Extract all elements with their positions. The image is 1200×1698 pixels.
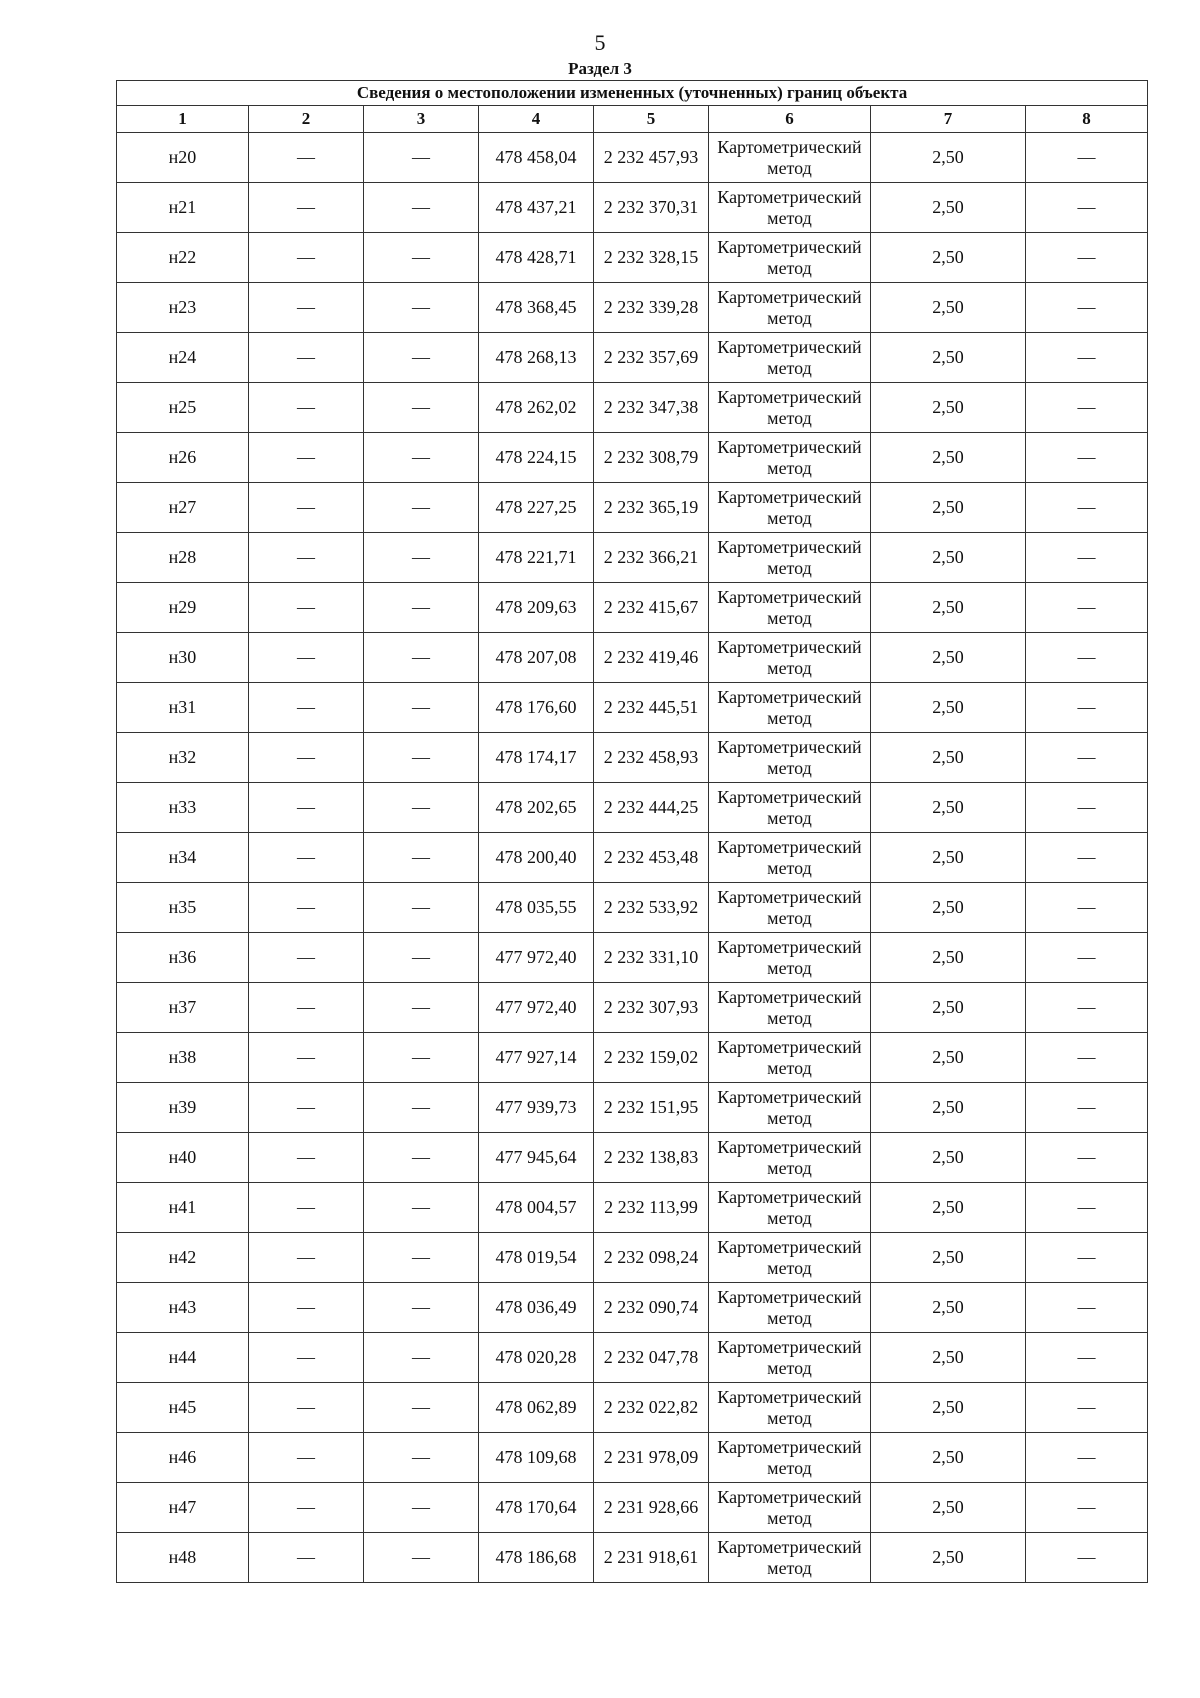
- col8-cell: —: [1026, 1533, 1148, 1583]
- table-caption: Сведения о местоположении измененных (уточненных) границ объекта: [117, 81, 1148, 106]
- y-coordinate-cell: 2 232 444,25: [594, 783, 709, 833]
- x-coordinate-cell: 478 262,02: [479, 383, 594, 433]
- x-coordinate-cell: 478 020,28: [479, 1333, 594, 1383]
- col3-cell: —: [364, 1033, 479, 1083]
- column-header: 5: [594, 106, 709, 133]
- method-cell: Картометрический метод: [709, 1483, 871, 1533]
- point-id-cell: н47: [117, 1483, 249, 1533]
- method-cell: Картометрический метод: [709, 583, 871, 633]
- col8-cell: —: [1026, 233, 1148, 283]
- y-coordinate-cell: 2 232 331,10: [594, 933, 709, 983]
- col3-cell: —: [364, 833, 479, 883]
- table-row: [117, 1483, 1148, 1533]
- point-id-cell: н43: [117, 1283, 249, 1333]
- method-cell: Картометрический метод: [709, 533, 871, 583]
- x-coordinate-cell: 478 109,68: [479, 1433, 594, 1483]
- accuracy-cell: 2,50: [871, 333, 1026, 383]
- point-id-cell: н36: [117, 933, 249, 983]
- accuracy-cell: 2,50: [871, 533, 1026, 583]
- point-id-cell: н20: [117, 133, 249, 183]
- x-coordinate-cell: 478 428,71: [479, 233, 594, 283]
- y-coordinate-cell: 2 232 090,74: [594, 1283, 709, 1333]
- section-title: Раздел 3: [568, 59, 632, 78]
- accuracy-cell: 2,50: [871, 383, 1026, 433]
- table-row: [117, 433, 1148, 483]
- x-coordinate-cell: 478 035,55: [479, 883, 594, 933]
- col2-cell: —: [249, 233, 364, 283]
- y-coordinate-cell: 2 232 308,79: [594, 433, 709, 483]
- accuracy-cell: 2,50: [871, 883, 1026, 933]
- col8-cell: —: [1026, 1483, 1148, 1533]
- col3-cell: —: [364, 483, 479, 533]
- col3-cell: —: [364, 1133, 479, 1183]
- method-cell: Картометрический метод: [709, 133, 871, 183]
- x-coordinate-cell: 477 927,14: [479, 1033, 594, 1083]
- col2-cell: —: [249, 483, 364, 533]
- method-cell: Картометрический метод: [709, 1533, 871, 1583]
- table-row: [117, 1183, 1148, 1233]
- accuracy-cell: 2,50: [871, 733, 1026, 783]
- col2-cell: —: [249, 833, 364, 883]
- col2-cell: —: [249, 733, 364, 783]
- col3-cell: —: [364, 383, 479, 433]
- accuracy-cell: 2,50: [871, 783, 1026, 833]
- y-coordinate-cell: 2 232 419,46: [594, 633, 709, 683]
- y-coordinate-cell: 2 232 453,48: [594, 833, 709, 883]
- col8-cell: —: [1026, 383, 1148, 433]
- accuracy-cell: 2,50: [871, 183, 1026, 233]
- col8-cell: —: [1026, 833, 1148, 883]
- col2-cell: —: [249, 333, 364, 383]
- method-cell: Картометрический метод: [709, 983, 871, 1033]
- accuracy-cell: 2,50: [871, 1533, 1026, 1583]
- table-row: [117, 1133, 1148, 1183]
- method-cell: Картометрический метод: [709, 933, 871, 983]
- table-row: [117, 1383, 1148, 1433]
- table-row: [117, 683, 1148, 733]
- method-cell: Картометрический метод: [709, 483, 871, 533]
- point-id-cell: н37: [117, 983, 249, 1033]
- col3-cell: —: [364, 1483, 479, 1533]
- method-cell: Картометрический метод: [709, 783, 871, 833]
- col3-cell: —: [364, 1533, 479, 1583]
- col2-cell: —: [249, 983, 364, 1033]
- method-cell: Картометрический метод: [709, 1133, 871, 1183]
- accuracy-cell: 2,50: [871, 1133, 1026, 1183]
- column-header: 8: [1026, 106, 1148, 133]
- x-coordinate-cell: 478 200,40: [479, 833, 594, 883]
- page-number: 5: [594, 30, 606, 55]
- col8-cell: —: [1026, 1233, 1148, 1283]
- accuracy-cell: 2,50: [871, 283, 1026, 333]
- y-coordinate-cell: 2 232 138,83: [594, 1133, 709, 1183]
- x-coordinate-cell: 478 170,64: [479, 1483, 594, 1533]
- col2-cell: —: [249, 1133, 364, 1183]
- col2-cell: —: [249, 933, 364, 983]
- col8-cell: —: [1026, 583, 1148, 633]
- x-coordinate-cell: 477 939,73: [479, 1083, 594, 1133]
- col2-cell: —: [249, 1033, 364, 1083]
- y-coordinate-cell: 2 232 415,67: [594, 583, 709, 633]
- point-id-cell: н34: [117, 833, 249, 883]
- accuracy-cell: 2,50: [871, 233, 1026, 283]
- col2-cell: —: [249, 283, 364, 333]
- method-cell: Картометрический метод: [709, 1433, 871, 1483]
- point-id-cell: н40: [117, 1133, 249, 1183]
- col3-cell: —: [364, 933, 479, 983]
- col2-cell: —: [249, 1083, 364, 1133]
- y-coordinate-cell: 2 231 918,61: [594, 1533, 709, 1583]
- y-coordinate-cell: 2 232 047,78: [594, 1333, 709, 1383]
- col8-cell: —: [1026, 733, 1148, 783]
- col8-cell: —: [1026, 183, 1148, 233]
- y-coordinate-cell: 2 231 928,66: [594, 1483, 709, 1533]
- accuracy-cell: 2,50: [871, 133, 1026, 183]
- table-row: [117, 1233, 1148, 1283]
- method-cell: Картометрический метод: [709, 1083, 871, 1133]
- column-header: 7: [871, 106, 1026, 133]
- col8-cell: —: [1026, 933, 1148, 983]
- x-coordinate-cell: 478 062,89: [479, 1383, 594, 1433]
- y-coordinate-cell: 2 232 347,38: [594, 383, 709, 433]
- col3-cell: —: [364, 983, 479, 1033]
- col8-cell: —: [1026, 983, 1148, 1033]
- x-coordinate-cell: 478 004,57: [479, 1183, 594, 1233]
- point-id-cell: н38: [117, 1033, 249, 1083]
- method-cell: Картометрический метод: [709, 683, 871, 733]
- col3-cell: —: [364, 233, 479, 283]
- method-cell: Картометрический метод: [709, 1033, 871, 1083]
- method-cell: Картометрический метод: [709, 383, 871, 433]
- point-id-cell: н32: [117, 733, 249, 783]
- method-cell: Картометрический метод: [709, 433, 871, 483]
- point-id-cell: н48: [117, 1533, 249, 1583]
- y-coordinate-cell: 2 231 978,09: [594, 1433, 709, 1483]
- table-row: [117, 833, 1148, 883]
- y-coordinate-cell: 2 232 339,28: [594, 283, 709, 333]
- accuracy-cell: 2,50: [871, 483, 1026, 533]
- y-coordinate-cell: 2 232 365,19: [594, 483, 709, 533]
- col8-cell: —: [1026, 533, 1148, 583]
- y-coordinate-cell: 2 232 151,95: [594, 1083, 709, 1133]
- column-header: 6: [709, 106, 871, 133]
- col3-cell: —: [364, 1333, 479, 1383]
- table-row: [117, 1433, 1148, 1483]
- point-id-cell: н27: [117, 483, 249, 533]
- y-coordinate-cell: 2 232 366,21: [594, 533, 709, 583]
- table-row: [117, 633, 1148, 683]
- col3-cell: —: [364, 183, 479, 233]
- table-row: [117, 1333, 1148, 1383]
- point-id-cell: н44: [117, 1333, 249, 1383]
- table-row: [117, 783, 1148, 833]
- table-row: [117, 233, 1148, 283]
- method-cell: Картометрический метод: [709, 833, 871, 883]
- table-body: [117, 133, 1148, 1583]
- x-coordinate-cell: 478 227,25: [479, 483, 594, 533]
- point-id-cell: н30: [117, 633, 249, 683]
- col8-cell: —: [1026, 1333, 1148, 1383]
- y-coordinate-cell: 2 232 357,69: [594, 333, 709, 383]
- y-coordinate-cell: 2 232 370,31: [594, 183, 709, 233]
- table-row: [117, 383, 1148, 433]
- col2-cell: —: [249, 683, 364, 733]
- point-id-cell: н31: [117, 683, 249, 733]
- col2-cell: —: [249, 1283, 364, 1333]
- col2-cell: —: [249, 583, 364, 633]
- x-coordinate-cell: 478 268,13: [479, 333, 594, 383]
- point-id-cell: н41: [117, 1183, 249, 1233]
- col2-cell: —: [249, 1383, 364, 1433]
- column-header: 2: [249, 106, 364, 133]
- col3-cell: —: [364, 1433, 479, 1483]
- y-coordinate-cell: 2 232 458,93: [594, 733, 709, 783]
- accuracy-cell: 2,50: [871, 1233, 1026, 1283]
- point-id-cell: н22: [117, 233, 249, 283]
- col2-cell: —: [249, 883, 364, 933]
- column-header: 1: [117, 106, 249, 133]
- col8-cell: —: [1026, 1383, 1148, 1433]
- y-coordinate-cell: 2 232 098,24: [594, 1233, 709, 1283]
- accuracy-cell: 2,50: [871, 1483, 1026, 1533]
- col8-cell: —: [1026, 683, 1148, 733]
- accuracy-cell: 2,50: [871, 683, 1026, 733]
- col8-cell: —: [1026, 483, 1148, 533]
- table-row: [117, 733, 1148, 783]
- col3-cell: —: [364, 133, 479, 183]
- method-cell: Картометрический метод: [709, 633, 871, 683]
- table-row: [117, 983, 1148, 1033]
- col8-cell: —: [1026, 633, 1148, 683]
- col3-cell: —: [364, 633, 479, 683]
- point-id-cell: н23: [117, 283, 249, 333]
- col2-cell: —: [249, 533, 364, 583]
- col2-cell: —: [249, 383, 364, 433]
- point-id-cell: н35: [117, 883, 249, 933]
- y-coordinate-cell: 2 232 533,92: [594, 883, 709, 933]
- point-id-cell: н29: [117, 583, 249, 633]
- col2-cell: —: [249, 1533, 364, 1583]
- col3-cell: —: [364, 1083, 479, 1133]
- col3-cell: —: [364, 533, 479, 583]
- accuracy-cell: 2,50: [871, 933, 1026, 983]
- accuracy-cell: 2,50: [871, 1083, 1026, 1133]
- col2-cell: —: [249, 1433, 364, 1483]
- x-coordinate-cell: 478 207,08: [479, 633, 594, 683]
- x-coordinate-cell: 478 019,54: [479, 1233, 594, 1283]
- method-cell: Картометрический метод: [709, 333, 871, 383]
- point-id-cell: н45: [117, 1383, 249, 1433]
- col8-cell: —: [1026, 1433, 1148, 1483]
- col3-cell: —: [364, 333, 479, 383]
- y-coordinate-cell: 2 232 307,93: [594, 983, 709, 1033]
- method-cell: Картометрический метод: [709, 733, 871, 783]
- point-id-cell: н46: [117, 1433, 249, 1483]
- x-coordinate-cell: 478 437,21: [479, 183, 594, 233]
- table-row: [117, 1033, 1148, 1083]
- point-id-cell: н39: [117, 1083, 249, 1133]
- col2-cell: —: [249, 1233, 364, 1283]
- x-coordinate-cell: 478 186,68: [479, 1533, 594, 1583]
- col3-cell: —: [364, 733, 479, 783]
- method-cell: Картометрический метод: [709, 883, 871, 933]
- method-cell: Картометрический метод: [709, 1233, 871, 1283]
- accuracy-cell: 2,50: [871, 833, 1026, 883]
- col3-cell: —: [364, 783, 479, 833]
- point-id-cell: н33: [117, 783, 249, 833]
- table-row: [117, 533, 1148, 583]
- accuracy-cell: 2,50: [871, 1283, 1026, 1333]
- col2-cell: —: [249, 1483, 364, 1533]
- method-cell: Картометрический метод: [709, 1183, 871, 1233]
- col2-cell: —: [249, 633, 364, 683]
- table-row: [117, 883, 1148, 933]
- col8-cell: —: [1026, 133, 1148, 183]
- col2-cell: —: [249, 133, 364, 183]
- x-coordinate-cell: 478 036,49: [479, 1283, 594, 1333]
- table-row: [117, 583, 1148, 633]
- col3-cell: —: [364, 583, 479, 633]
- y-coordinate-cell: 2 232 457,93: [594, 133, 709, 183]
- x-coordinate-cell: 478 458,04: [479, 133, 594, 183]
- accuracy-cell: 2,50: [871, 1183, 1026, 1233]
- method-cell: Картометрический метод: [709, 1283, 871, 1333]
- table-row: [117, 133, 1148, 183]
- col2-cell: —: [249, 1183, 364, 1233]
- col8-cell: —: [1026, 433, 1148, 483]
- x-coordinate-cell: 478 176,60: [479, 683, 594, 733]
- col8-cell: —: [1026, 883, 1148, 933]
- y-coordinate-cell: 2 232 022,82: [594, 1383, 709, 1433]
- col8-cell: —: [1026, 783, 1148, 833]
- col8-cell: —: [1026, 1183, 1148, 1233]
- table-row: [117, 183, 1148, 233]
- col2-cell: —: [249, 183, 364, 233]
- point-id-cell: н42: [117, 1233, 249, 1283]
- method-cell: Картометрический метод: [709, 1333, 871, 1383]
- col2-cell: —: [249, 433, 364, 483]
- col3-cell: —: [364, 283, 479, 333]
- column-header: 4: [479, 106, 594, 133]
- col3-cell: —: [364, 883, 479, 933]
- x-coordinate-cell: 478 202,65: [479, 783, 594, 833]
- col8-cell: —: [1026, 1283, 1148, 1333]
- col3-cell: —: [364, 433, 479, 483]
- accuracy-cell: 2,50: [871, 633, 1026, 683]
- y-coordinate-cell: 2 232 445,51: [594, 683, 709, 733]
- x-coordinate-cell: 477 945,64: [479, 1133, 594, 1183]
- method-cell: Картометрический метод: [709, 1383, 871, 1433]
- column-header: 3: [364, 106, 479, 133]
- col2-cell: —: [249, 1333, 364, 1383]
- table-row: [117, 333, 1148, 383]
- table-row: [117, 1083, 1148, 1133]
- accuracy-cell: 2,50: [871, 433, 1026, 483]
- table-row: [117, 1533, 1148, 1583]
- x-coordinate-cell: 477 972,40: [479, 933, 594, 983]
- x-coordinate-cell: 477 972,40: [479, 983, 594, 1033]
- method-cell: Картометрический метод: [709, 283, 871, 333]
- y-coordinate-cell: 2 232 328,15: [594, 233, 709, 283]
- x-coordinate-cell: 478 221,71: [479, 533, 594, 583]
- x-coordinate-cell: 478 209,63: [479, 583, 594, 633]
- point-id-cell: н28: [117, 533, 249, 583]
- method-cell: Картометрический метод: [709, 233, 871, 283]
- point-id-cell: н26: [117, 433, 249, 483]
- col3-cell: —: [364, 1383, 479, 1433]
- table-row: [117, 1283, 1148, 1333]
- point-id-cell: н21: [117, 183, 249, 233]
- col8-cell: —: [1026, 283, 1148, 333]
- method-cell: Картометрический метод: [709, 183, 871, 233]
- y-coordinate-cell: 2 232 113,99: [594, 1183, 709, 1233]
- table-row: [117, 483, 1148, 533]
- col8-cell: —: [1026, 1083, 1148, 1133]
- column-header-row: [117, 106, 1148, 133]
- col3-cell: —: [364, 1283, 479, 1333]
- accuracy-cell: 2,50: [871, 1433, 1026, 1483]
- col3-cell: —: [364, 1233, 479, 1283]
- table-row: [117, 283, 1148, 333]
- col8-cell: —: [1026, 333, 1148, 383]
- accuracy-cell: 2,50: [871, 1383, 1026, 1433]
- accuracy-cell: 2,50: [871, 583, 1026, 633]
- col3-cell: —: [364, 683, 479, 733]
- point-id-cell: н24: [117, 333, 249, 383]
- table-row: [117, 933, 1148, 983]
- x-coordinate-cell: 478 368,45: [479, 283, 594, 333]
- accuracy-cell: 2,50: [871, 1333, 1026, 1383]
- col8-cell: —: [1026, 1133, 1148, 1183]
- x-coordinate-cell: 478 224,15: [479, 433, 594, 483]
- boundary-coordinates-table: [116, 80, 1148, 1583]
- accuracy-cell: 2,50: [871, 983, 1026, 1033]
- accuracy-cell: 2,50: [871, 1033, 1026, 1083]
- col2-cell: —: [249, 783, 364, 833]
- x-coordinate-cell: 478 174,17: [479, 733, 594, 783]
- col8-cell: —: [1026, 1033, 1148, 1083]
- point-id-cell: н25: [117, 383, 249, 433]
- y-coordinate-cell: 2 232 159,02: [594, 1033, 709, 1083]
- col3-cell: —: [364, 1183, 479, 1233]
